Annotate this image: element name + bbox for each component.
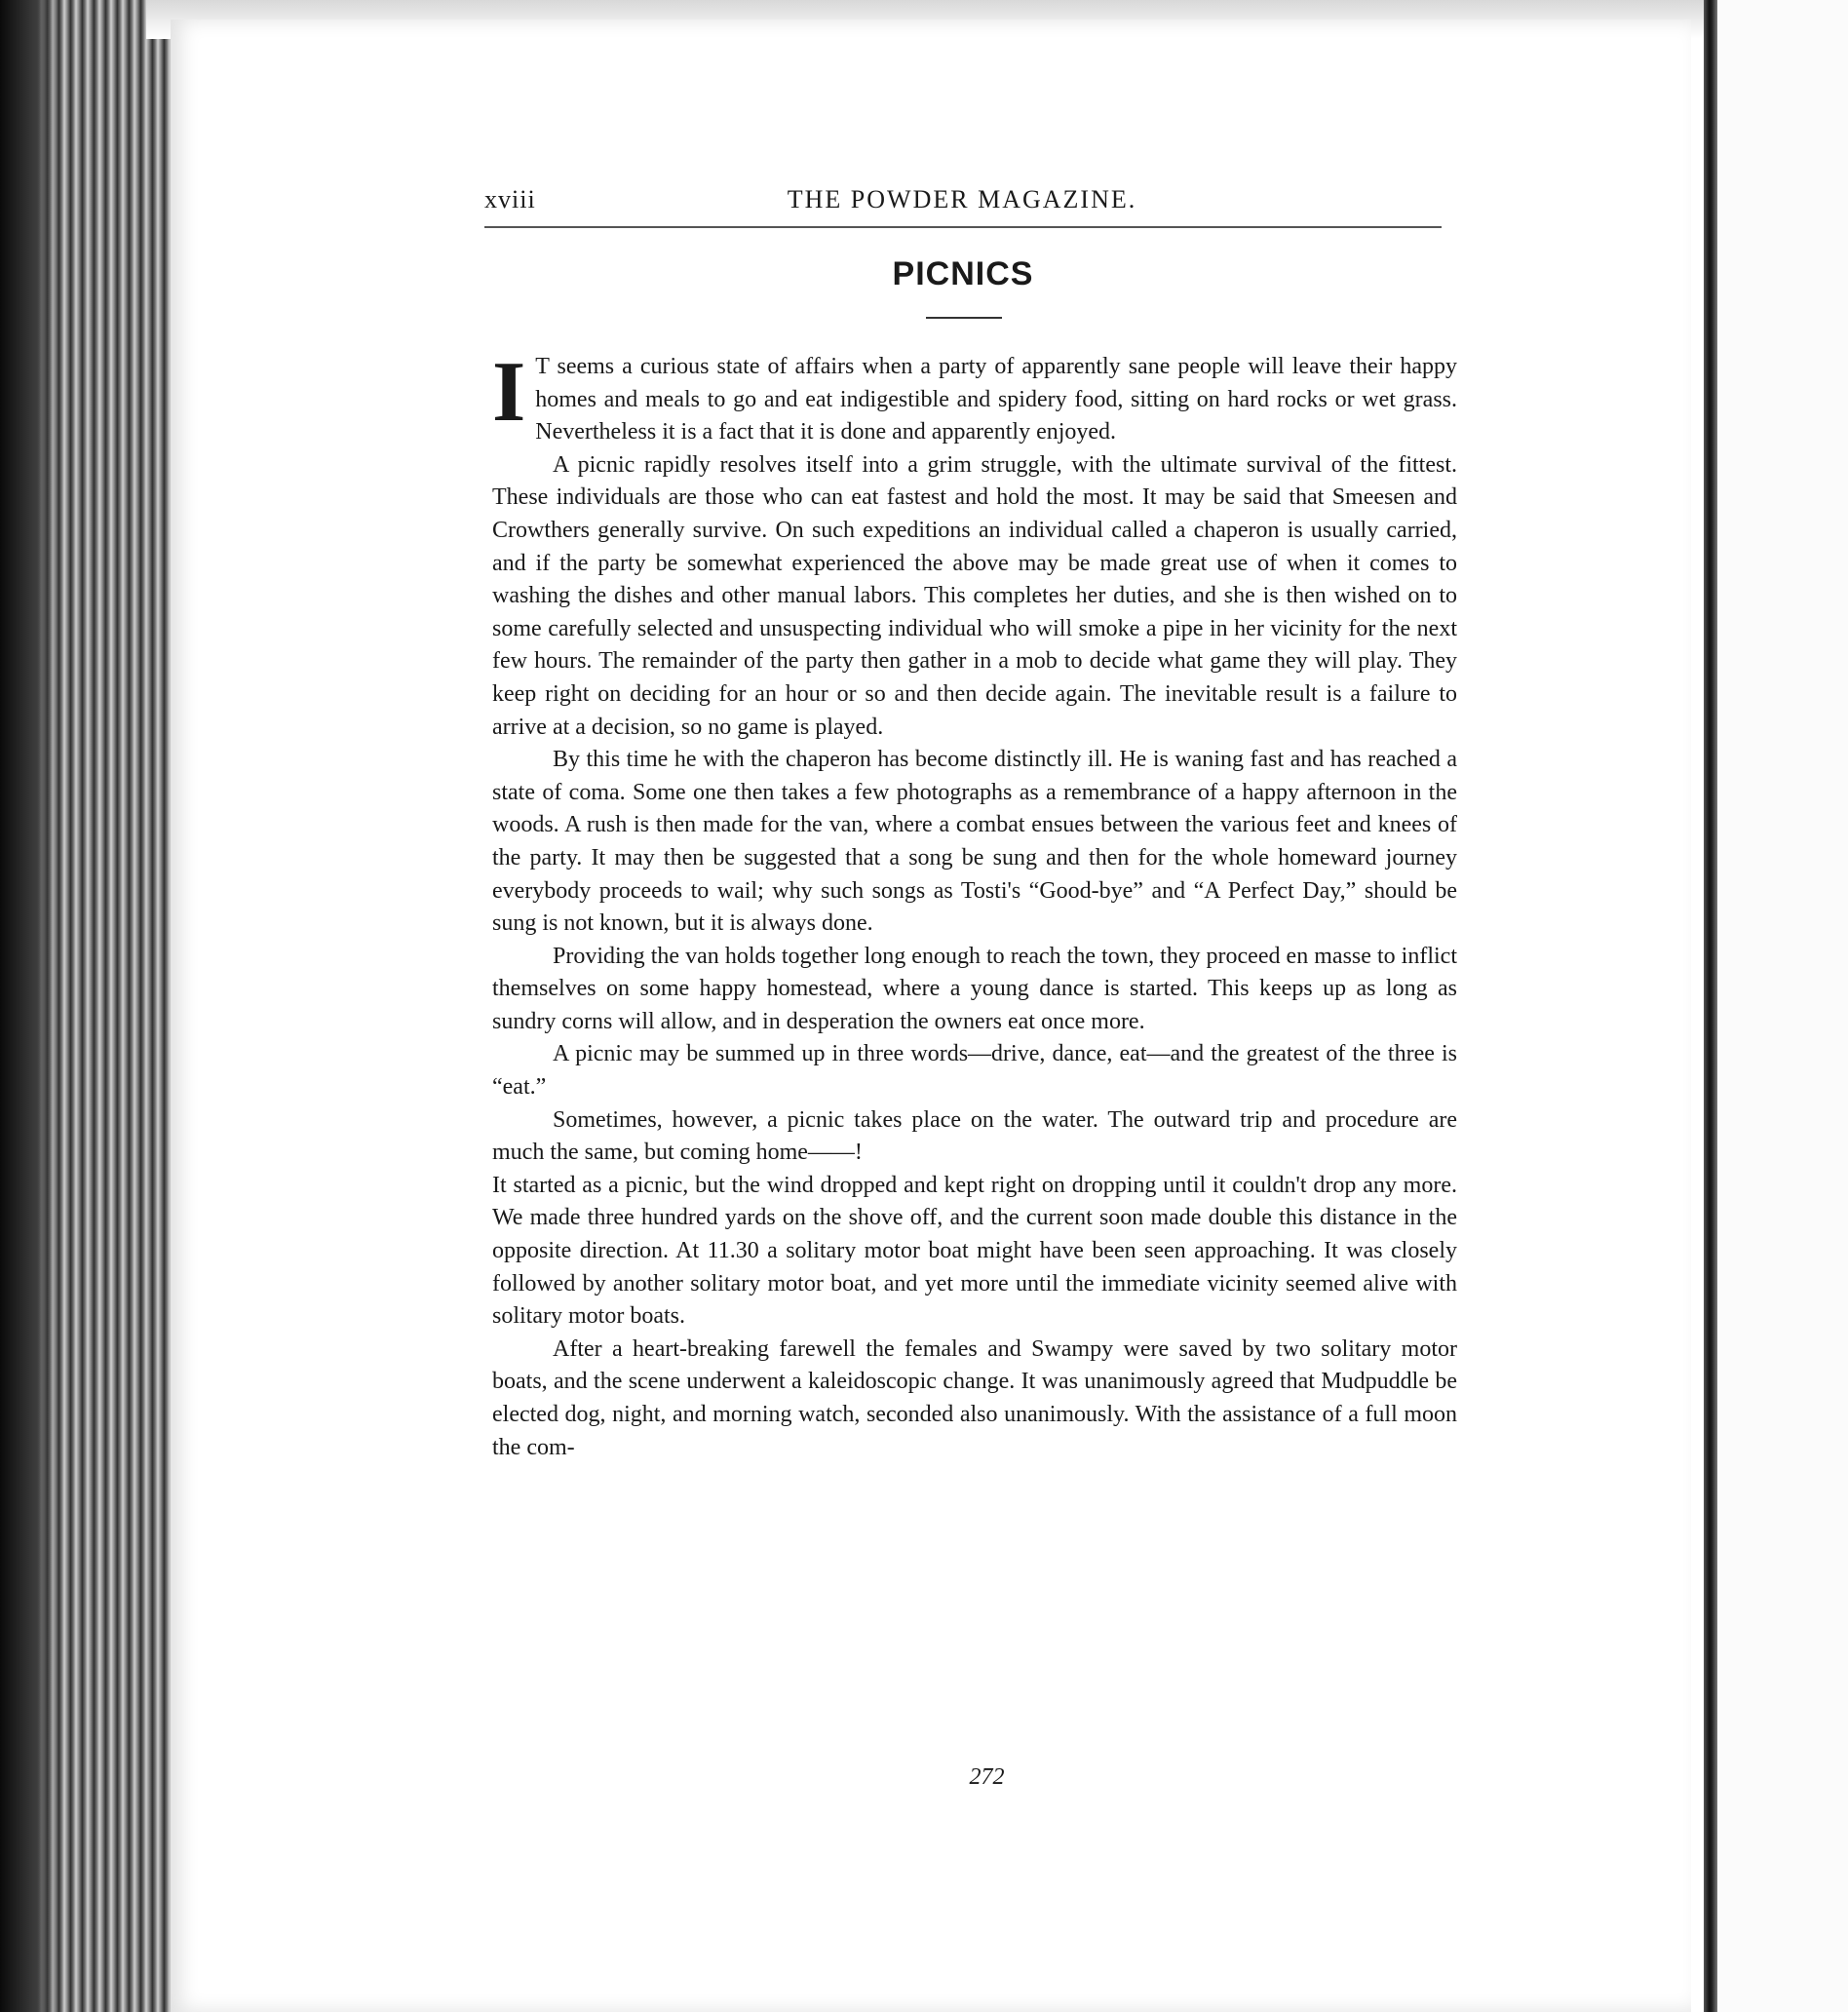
article-body [492,345,1457,1464]
paragraph-2: A picnic rapidly resolves itself into a grim struggle, with the ultimate survival of the fittest. These individuals are those who can eat fastest and hold the most. It may be said that Smeesen and Crowthers generally survive. On such expeditions an individual called a chaperon is usually carried, and if the party be somewhat experienced the above may be made great use of when it comes to washing the dishes and other manual labors. This completes her duties, and she is then wished on to some carefully selected and unsuspecting individual who will smoke a pipe in her vicinity for the next few hours. The remainder of the party then gather in a mob to decide what game they will play. They keep right on deciding for an hour or so and then decide again. The inevitable result is a failure to arrive at a decision, so no game is played. [492,451,1457,740]
paragraph-7: It started as a picnic, but the wind dropped and kept right on dropping until it couldn't drop any more. We made three hundred yards on the shove off, and the current soon made double this distance in the opposite direction. At 11.30 a solitary motor boat might have been seen approaching. It was closely followed by another solitary motor boat, and yet more until the immediate vicinity seemed alive with solitary motor boats. [492,1172,1457,1330]
book-page-edges [0,0,175,2012]
paragraph-5: A picnic may be summed up in three words—drive, dance, eat—and the greatest of the three is “eat.” [492,1041,1457,1101]
paragraph-3: By this time he with the chaperon has become distinctly ill. He is waning fast and has reached a state of coma. Some one then takes a few photographs as a remembrance of a happy afternoon in the woods. A rush is then made for the van, where a combat ensues between the various feet and knees of the party. It may then be suggested that a song be sung and then for the whole homeward journey everybody proceeds to wail; why such songs as Tosti's “Good-bye” and “A Perfect Day,” should be sung is not known, but it is always done. [492,747,1457,937]
drop-cap: I [492,345,526,440]
paragraph-4: Providing the van holds together long enough to reach the town, they proceed en masse to inflict themselves on some happy homestead, where a young dance is started. This keeps up as long as sundry corns will allow, and in desperation the owners eat once more. [492,943,1457,1034]
facing-page-edge [1717,0,1848,2012]
paragraph-8: After a heart-breaking farewell the females and Swampy were saved by two solitary motor boats, and the scene underwent a kaleidoscopic change. It was unanimously agreed that Mudpuddle be elected dog, night, and morning watch, seconded also unanimously. With the assistance of a full moon the com- [492,1335,1457,1460]
running-head [484,185,1440,224]
article-title: PICNICS [892,255,1034,292]
book-gutter [1704,0,1717,2012]
folio-roman-numeral: xviii [484,185,536,213]
page-number: 272 [969,1764,1005,1790]
paragraph-6: Sometimes, however, a picnic takes place on the water. The outward trip and procedure are much the same, but coming home——! [492,1106,1457,1166]
journal-title: THE POWDER MAGAZINE. [787,185,1137,213]
paragraph-text: T seems a curious state of affairs when a party of apparently sane people will leave their happy homes and meals to go and eat indigestible and spidery food, sitting on hard rocks or wet grass. Nevertheless it is a fact that it is done and apparently enjoyed. [535,354,1457,445]
title-rule [926,317,1002,319]
paragraph-1 [492,345,1457,449]
header-rule [484,226,1442,228]
